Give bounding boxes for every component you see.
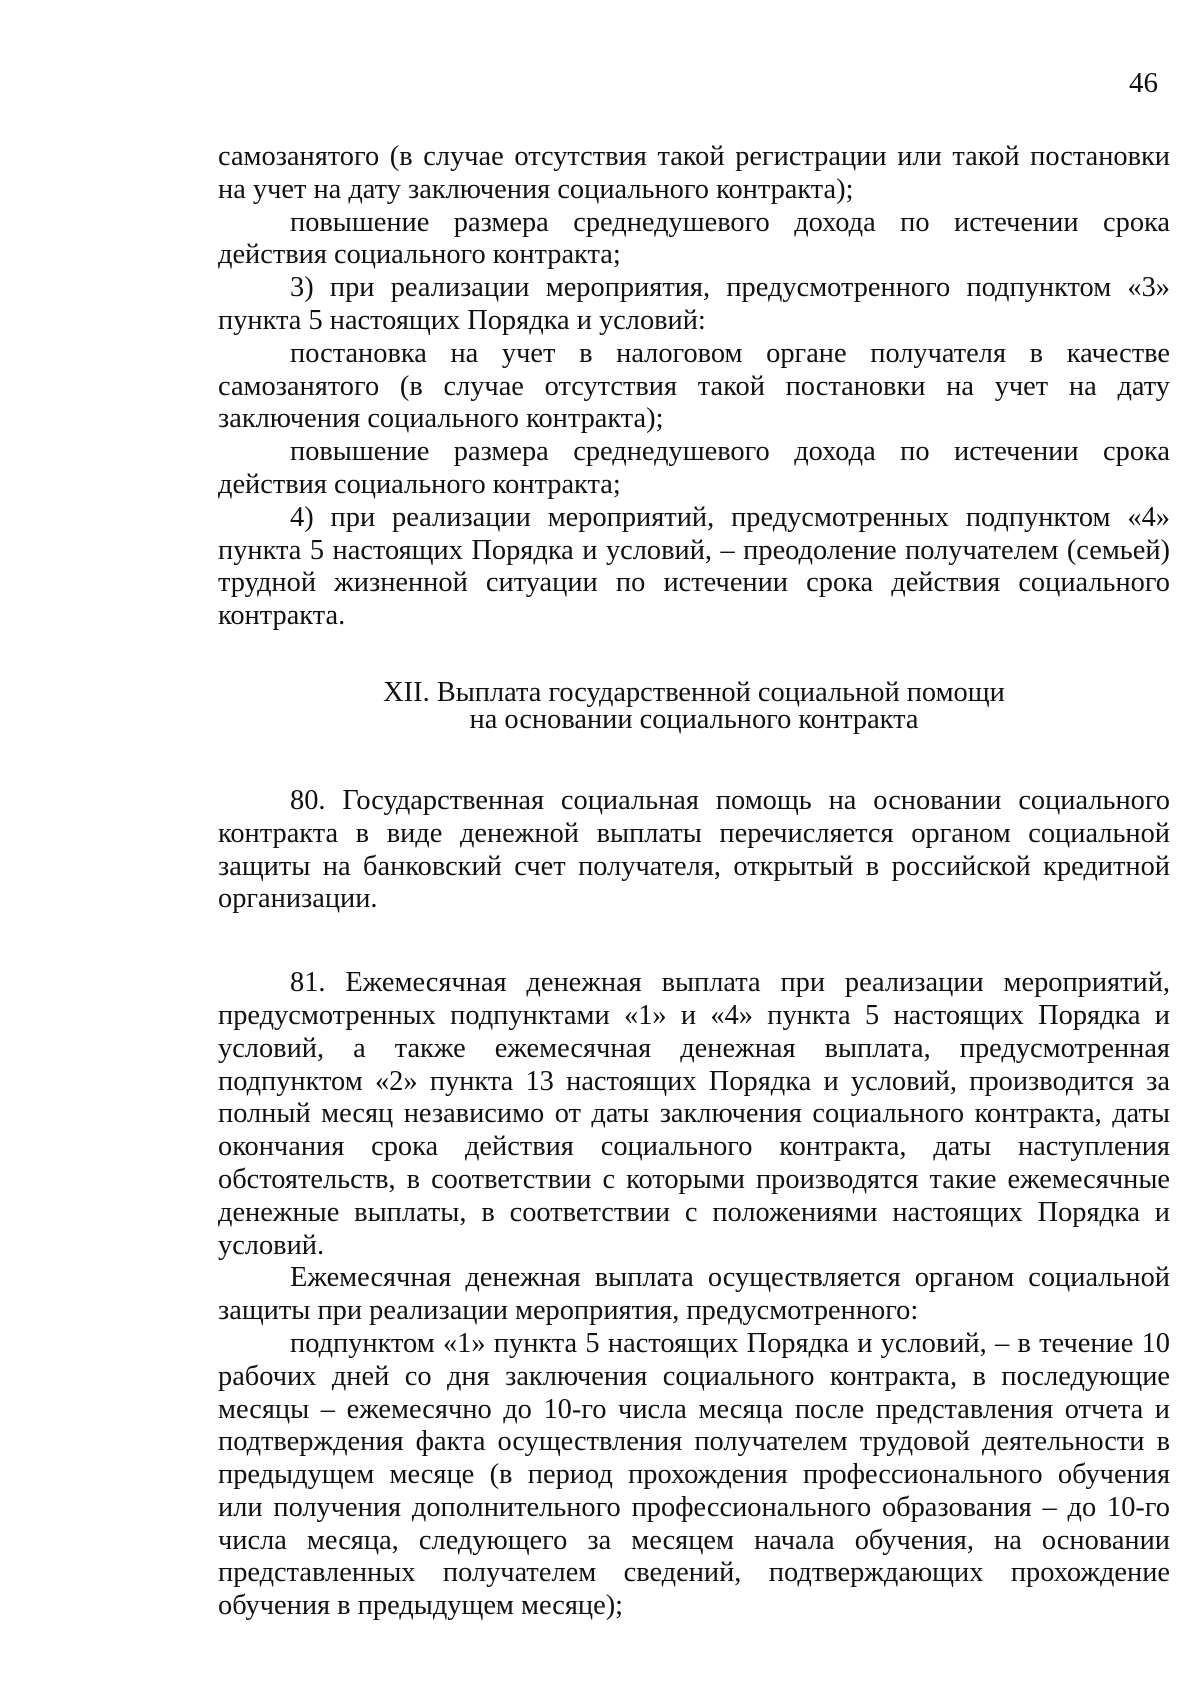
paragraph-item-4: 4) при реализации мероприятий, предусмотренных подпунктом «4» пункта 5 настоящих Порядка и условий, – преодоление получателем (семьей) трудной жизненной ситуации по истечении срока действия социального контракта. xyxy=(218,501,1170,632)
section-heading-line-2: на основании социального контракта xyxy=(469,703,919,735)
paragraph-income-increase-2: повышение размера среднедушевого дохода по истечении срока действия социального контракта; xyxy=(218,436,1170,500)
paragraph-80: 80. Государственная социальная помощь на основании социального контракта в виде денежной выплаты перечисляется органом социальной защиты на банковский счет получателя, открытый в российской кредитной организации. xyxy=(218,784,1170,915)
paragraph-tax-registration: постановка на учет в налоговом органе получателя в качестве самозанятого (в случае отсутствия такой постановки на учет на дату заключения социального контракта); xyxy=(218,337,1170,435)
paragraph-continuation: самозанятого (в случае отсутствия такой регистрации или такой постановки на учет на дату заключения социального контракта); xyxy=(218,141,1170,205)
paragraph-item-3: 3) при реализации мероприятия, предусмотренного подпунктом «3» пункта 5 настоящих Порядка и условий: xyxy=(218,272,1170,336)
section-heading xyxy=(218,676,1170,735)
paragraph-81-subitem-1: подпунктом «1» пункта 5 настоящих Порядка и условий, – в течение 10 рабочих дней со дня заключения социального контракта, в последующие месяцы – ежемесячно до 10-го числа месяца после представления отчета и подтверждения факта осуществления получателем трудовой деятельности в предыдущем месяце (в период прохождения профессионального обучения или получения дополнительного профессионального образования – до 10-го числа месяца, следующего за месяцем начала обучения, на основании представленных получателем сведений, подтверждающих прохождение обучения в предыдущем месяце); xyxy=(218,1327,1170,1622)
document-body xyxy=(218,141,1170,1623)
section-heading-line-1: XII. Выплата государственной социальной помощи xyxy=(383,676,1005,708)
page-number: 46 xyxy=(1129,67,1158,99)
paragraph-81: 81. Ежемесячная денежная выплата при реализации мероприятий, предусмотренных подпунктами «1» и «4» пункта 5 настоящих Порядка и условий, а также ежемесячная денежная выплата, предусмотренная подпунктом «2» пункта 13 настоящих Порядка и условий, производится за полный месяц независимо от даты заключения социального контракта, даты окончания срока действия социального контракта, даты наступления обстоятельств, в соответствии с которыми производятся такие ежемесячные денежные выплаты, в соответствии с положениями настоящих Порядка и условий. xyxy=(218,967,1170,1261)
paragraph-income-increase-1: повышение размера среднедушевого дохода по истечении срока действия социального контракта; xyxy=(218,206,1170,271)
paragraph-81-payment-body: Ежемесячная денежная выплата осуществляется органом социальной защиты при реализации мероприятия, предусмотренного: xyxy=(218,1262,1170,1327)
